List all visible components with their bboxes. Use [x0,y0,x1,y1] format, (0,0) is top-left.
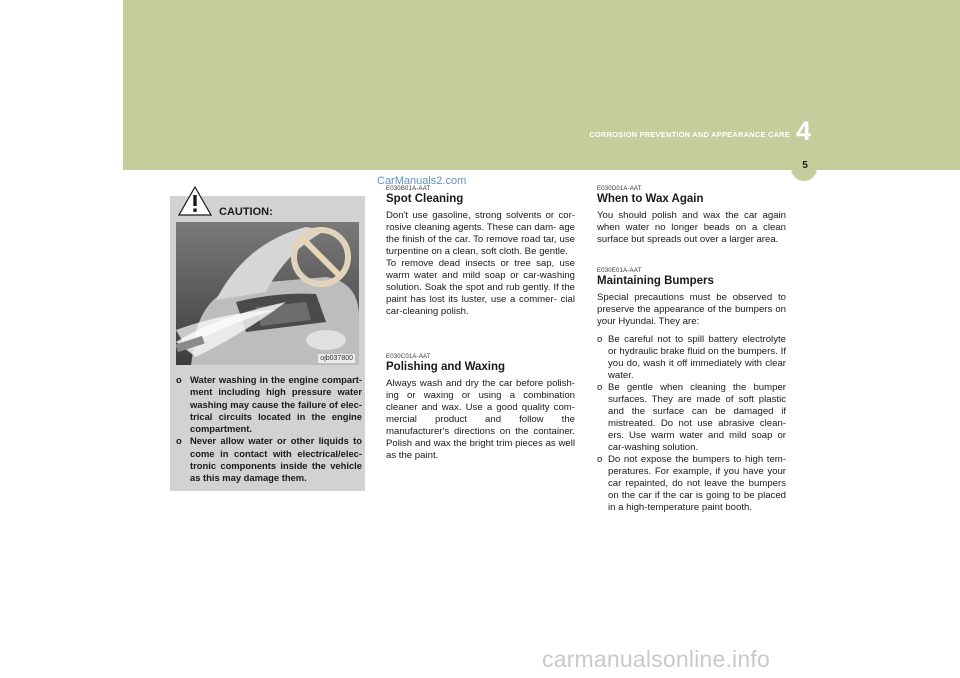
bumper-precautions-list [597,334,786,514]
bullet-marker: o [597,334,603,345]
section-title: When to Wax Again [597,193,704,205]
list-item: o Be gentle when cleaning the bumper surfaces. They are made of soft plastic and the surface can be damaged if mistreated. Do not use abrasive clean- ers. Use warm water and mild soap or car-washing solution. [597,382,786,453]
wax-again-section [597,186,786,246]
list-item: o Be careful not to spill battery electrolyte or hydraulic brake fluid on the bumpers. If you do, wash it off immediately with clear water. [597,334,786,381]
caution-box [170,196,365,491]
section-body: Special precautions must be observed to preserve the appearance of the bumpers on your Hyundai. They are: [597,292,786,327]
photo-code: ojb037800 [320,355,353,362]
section-code: E030E01A-AAT [597,268,642,274]
bullet-marker: o [176,374,182,385]
engine-wash-photo [176,222,359,365]
caution-header [170,196,365,221]
header-band [123,0,960,170]
polishing-section [386,354,575,462]
section-code: E030D01A-AAT [597,186,642,192]
warning-triangle-icon [178,186,212,216]
section-title: Spot Cleaning [386,193,464,205]
section-title: Maintaining Bumpers [597,275,714,287]
section-title: Polishing and Waxing [386,361,506,373]
watermark-link[interactable]: CarManuals2.com [377,175,467,187]
page-number: 5 [802,160,808,171]
caution-item: o Never allow water or other liquids to come in contact with electrical/elec- tronic components inside the vehicle as this may damage them. [176,435,362,484]
section-code: E030B01A-AAT [386,186,431,192]
bullet-marker: o [176,435,182,447]
section-body: Don't use gasoline, strong solvents or cor- rosive cleaning agents. These can dam- age the finish of the car. To remove road tar, use turpentine on a clean, soft cloth. Be gentle. To remove dead insects or tree sap, use warm water and mild soap or car-washing solution. Soak the spot and rub gently. If the paint has lost its luster, use a commer- cial car-cleaning polish. [386,210,575,317]
bullet-marker: o [597,454,603,465]
watermark-bottom: carmanualsonline.info [542,646,770,672]
engine-wash-illustration [176,222,359,365]
list-item: o Do not expose the bumpers to high tem- peratures. For example, if you have your car repainted, do not leave the bumpers on the car if the car is going to be placed in a high-temperature paint booth. [597,454,786,513]
chapter-number: 4 [796,116,812,146]
section-body: You should polish and wax the car again when water no longer beads on a clean surface but spreads out over a larger area. [597,210,786,245]
spot-cleaning-section [386,186,575,318]
section-code: E030C01A-AAT [386,354,431,360]
caution-list [176,374,362,485]
caution-item: o Water washing in the engine compart- ment including high pressure water washing may cause the failure of elec- trical circuits located in the engine compartment. [176,374,362,435]
bullet-marker: o [597,382,603,393]
section-body: Always wash and dry the car before polish- ing or waxing or using a combination cleaner and wax. Use a good quality com- mercial product and follow the manufacturer's directions on the container. Polish and wax the bright trim pieces as well as the paint. [386,378,575,461]
chapter-title: CORROSION PREVENTION AND APPEARANCE CARE [589,130,790,139]
caution-title: CAUTION: [219,206,273,218]
bumpers-section [597,268,786,514]
